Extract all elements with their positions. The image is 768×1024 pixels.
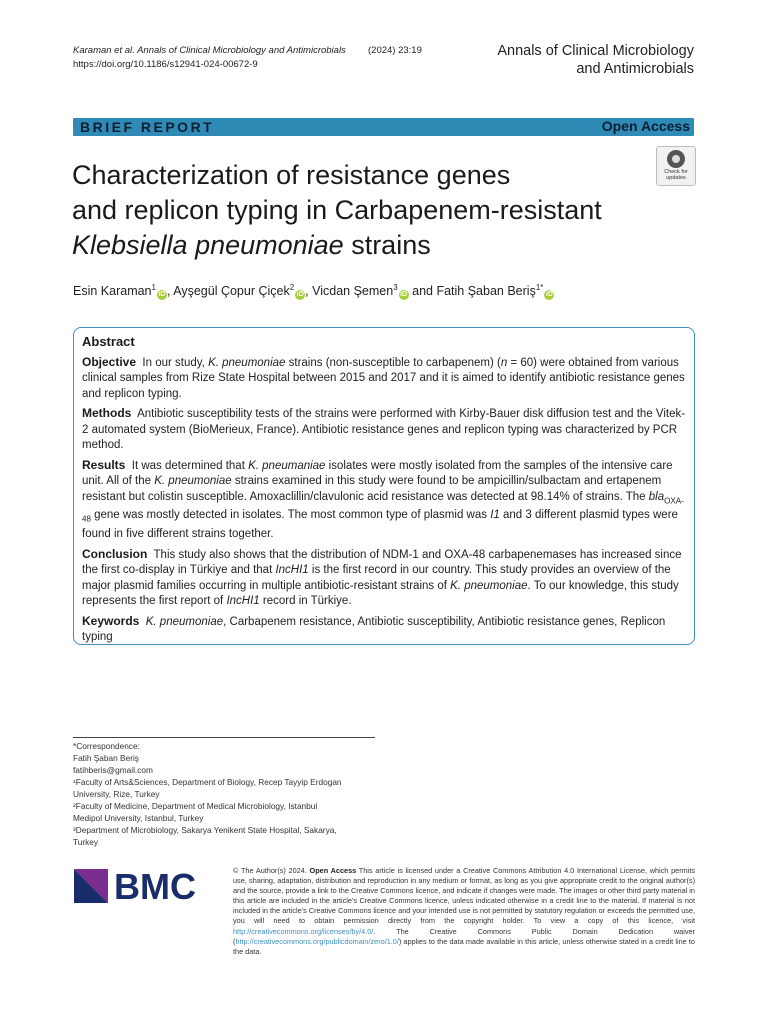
text-run: gene was mostly detected in isolates. The most common type of plasmid was [90, 509, 491, 522]
year-volume: (2024) 23:19 [368, 45, 422, 56]
orcid-icon[interactable]: iD [545, 291, 553, 298]
text-run: This study also shows that the distribution of NDM-1 and OXA-48 carbapenemases has increased since the first co-display in Türkiye and that [82, 548, 682, 577]
title-line1: Characterization of resistance genes [72, 160, 511, 190]
italic-run: K. pneumaniae [248, 459, 326, 472]
author-name: Esin Karaman [73, 284, 152, 298]
abstract-keywords [82, 614, 686, 646]
affiliation-1: ¹Faculty of Arts&Sciences, Department of Biology, Recep Tayyip Erdogan [73, 777, 342, 787]
title-line3-rest: strains [343, 230, 431, 260]
text-run: , Carbapenem resistance, Antibiotic susceptibility, Antibiotic resistance genes, Replicon typing [82, 615, 666, 644]
abstract-objective [82, 355, 686, 403]
affiliation-marker: 1 [151, 283, 156, 292]
abstract-conclusion [82, 547, 686, 610]
italic-run: IncHI1 [226, 595, 260, 608]
text-run: is the first record in our country. This study provides an overview of the major plasmid families occurring in multiple antibiotic-resistant strains of [82, 564, 671, 592]
affiliation-2: ²Faculty of Medicine, Department of Medical Microbiology, Istanbul [73, 801, 318, 811]
abstract-methods [82, 406, 686, 454]
text-run: In our study, [142, 356, 209, 369]
affiliation-1-cont: University, Rize, Turkey [73, 789, 160, 799]
crossmark-line1: Check for [664, 169, 688, 175]
text-run: strains examined in this study were found to be ampicillin/sulbactam and ertapenem resistant but colistin susceptible. Amoxaclillin/clavulonic acid resistance was detected at 98.14% of strains. The [82, 475, 662, 503]
italic-run: K. pneumoniae [154, 475, 232, 487]
running-header [73, 44, 422, 71]
subscript-run: OXA-48 [82, 495, 684, 524]
bmc-logo [74, 869, 214, 903]
abstract-box [73, 327, 695, 645]
text-run: It was determined that [131, 459, 249, 472]
section-label: Conclusion [82, 546, 148, 561]
text-run: isolates were mostly isolated from the samples of the intensive care unit. All of the [82, 459, 673, 487]
italic-run: K. pneumoniae [450, 579, 528, 592]
journal-name-line1: Annals of Clinical Microbiology [497, 43, 694, 59]
open-access-label: Open Access [601, 118, 690, 134]
text-run: This article is licensed under a Creative Commons Attribution 4.0 International License, which permits use, sharing, adaptation, distribution and reproduction in any medium or format, as long as you give appropriate credit to the original author(s) and the source, provide a link to the Creative Commons licence, and indicate if changes were made. The images or other third party material in this article are included in the article's Creative Commons licence, unless indicated otherwise in a credit line to the material. If material is not included in the article's Creative Commons licence and your intended use is not permitted by statutory regulation or exceeds the permitted use, you will need to obtain permission directly from the copyright holder. To view a copy of this licence, visit [233, 866, 695, 926]
text-run: . To our knowledge, this study represents the first report of [82, 579, 679, 608]
crossmark-line2: updates [666, 175, 686, 181]
doi-link[interactable]: https://doi.org/10.1186/s12941-024-00672-9 [73, 58, 258, 70]
text-run: ) applies to the data made available in this article, unless otherwise stated in a credit line to the data. [233, 936, 695, 956]
italic-run: bla [648, 490, 665, 503]
correspondence-label: *Correspondence: [73, 741, 140, 751]
orcid-icon[interactable]: iD [296, 291, 304, 298]
author-name: and Fatih Şaban Beriş [408, 284, 536, 298]
footnotes [73, 740, 383, 848]
author-name: , Ayşegül Çopur Çiçek [166, 284, 290, 298]
citation-text: Karaman et al. Annals of Clinical Microbiology and Antimicrobials [73, 45, 346, 56]
crossmark-icon [667, 150, 685, 168]
italic-run: K. pneumoniae [208, 356, 286, 369]
open-access-bold: Open Access [309, 866, 357, 875]
italic-run: n [500, 356, 508, 369]
journal-name [497, 42, 694, 78]
abstract-heading: Abstract [82, 334, 135, 349]
text-run: record in Türkiye. [259, 595, 352, 608]
title-line2: and replicon typing in Carbapenem-resistant [72, 195, 602, 225]
waiver-link[interactable]: http://creativecommons.org/publicdomain/zero/1.0/ [235, 936, 399, 946]
author-name: , Vicdan Şemen [305, 284, 394, 298]
text-run: and 3 different plasmid types were found in five different strains together. [82, 509, 678, 541]
text-run: © The Author(s) 2024. [233, 866, 310, 875]
italic-run: I1 [490, 509, 500, 522]
author-list [73, 283, 554, 300]
footnote-divider [73, 737, 375, 738]
license-text [233, 866, 695, 957]
text-run: Antibiotic susceptibility tests of the strains were performed with Kirby-Bauer disk diffusion test and the Vitek-2 automated system (BioMerieux, France). Antibiotic resistance genes and replicon typing was characterized by PCR method. [82, 408, 686, 451]
check-for-updates-badge[interactable] [656, 146, 696, 186]
bmc-logo-text: BMC [114, 869, 196, 903]
license-link[interactable]: http://creativecommons.org/licenses/by/4.0/ [233, 926, 374, 936]
article-title [72, 158, 652, 263]
affiliation-3: ³Department of Microbiology, Sakarya Yenikent State Hospital, Sakarya, [73, 825, 337, 835]
title-line3 [72, 228, 652, 263]
article-type-label: BRIEF REPORT [80, 119, 215, 135]
section-label: Methods [82, 406, 132, 420]
correspondence-name: Fatih Şaban Beriş [73, 753, 139, 763]
affiliation-marker: 1* [535, 283, 544, 292]
affiliation-2-cont: Medipol University, Istanbul, Turkey [73, 813, 204, 823]
title-species: Klebsiella pneumoniae [72, 230, 344, 260]
italic-run: IncHI1 [275, 564, 309, 577]
orcid-icon[interactable]: iD [158, 291, 166, 298]
section-label: Results [82, 457, 126, 472]
crossmark-text [657, 169, 695, 181]
correspondence-email[interactable]: fatihberis@gmail.com [73, 765, 153, 775]
affiliation-3-cont: Turkey [73, 837, 99, 847]
orcid-icon[interactable]: iD [400, 291, 408, 298]
text-run: strains (non-susceptible to carbapenem) ( [285, 356, 501, 369]
affiliation-marker: 2 [289, 283, 295, 292]
article-type-banner [73, 118, 694, 136]
journal-name-line2: and Antimicrobials [576, 61, 694, 77]
italic-run: K. pneumoniae [145, 615, 224, 628]
affiliation-marker: 3 [393, 283, 398, 292]
abstract-results [82, 458, 686, 543]
text-run: . The Creative Commons Public Domain Dedication waiver ( [233, 926, 695, 946]
section-label: Objective [82, 354, 137, 369]
text-run: = 60) were obtained from various clinical samples from Rize State Hospital between 2015 and 2017 and it is aimed to identify antibiotic resistance genes and replicon typing. [82, 356, 685, 400]
section-label: Keywords [82, 613, 140, 628]
